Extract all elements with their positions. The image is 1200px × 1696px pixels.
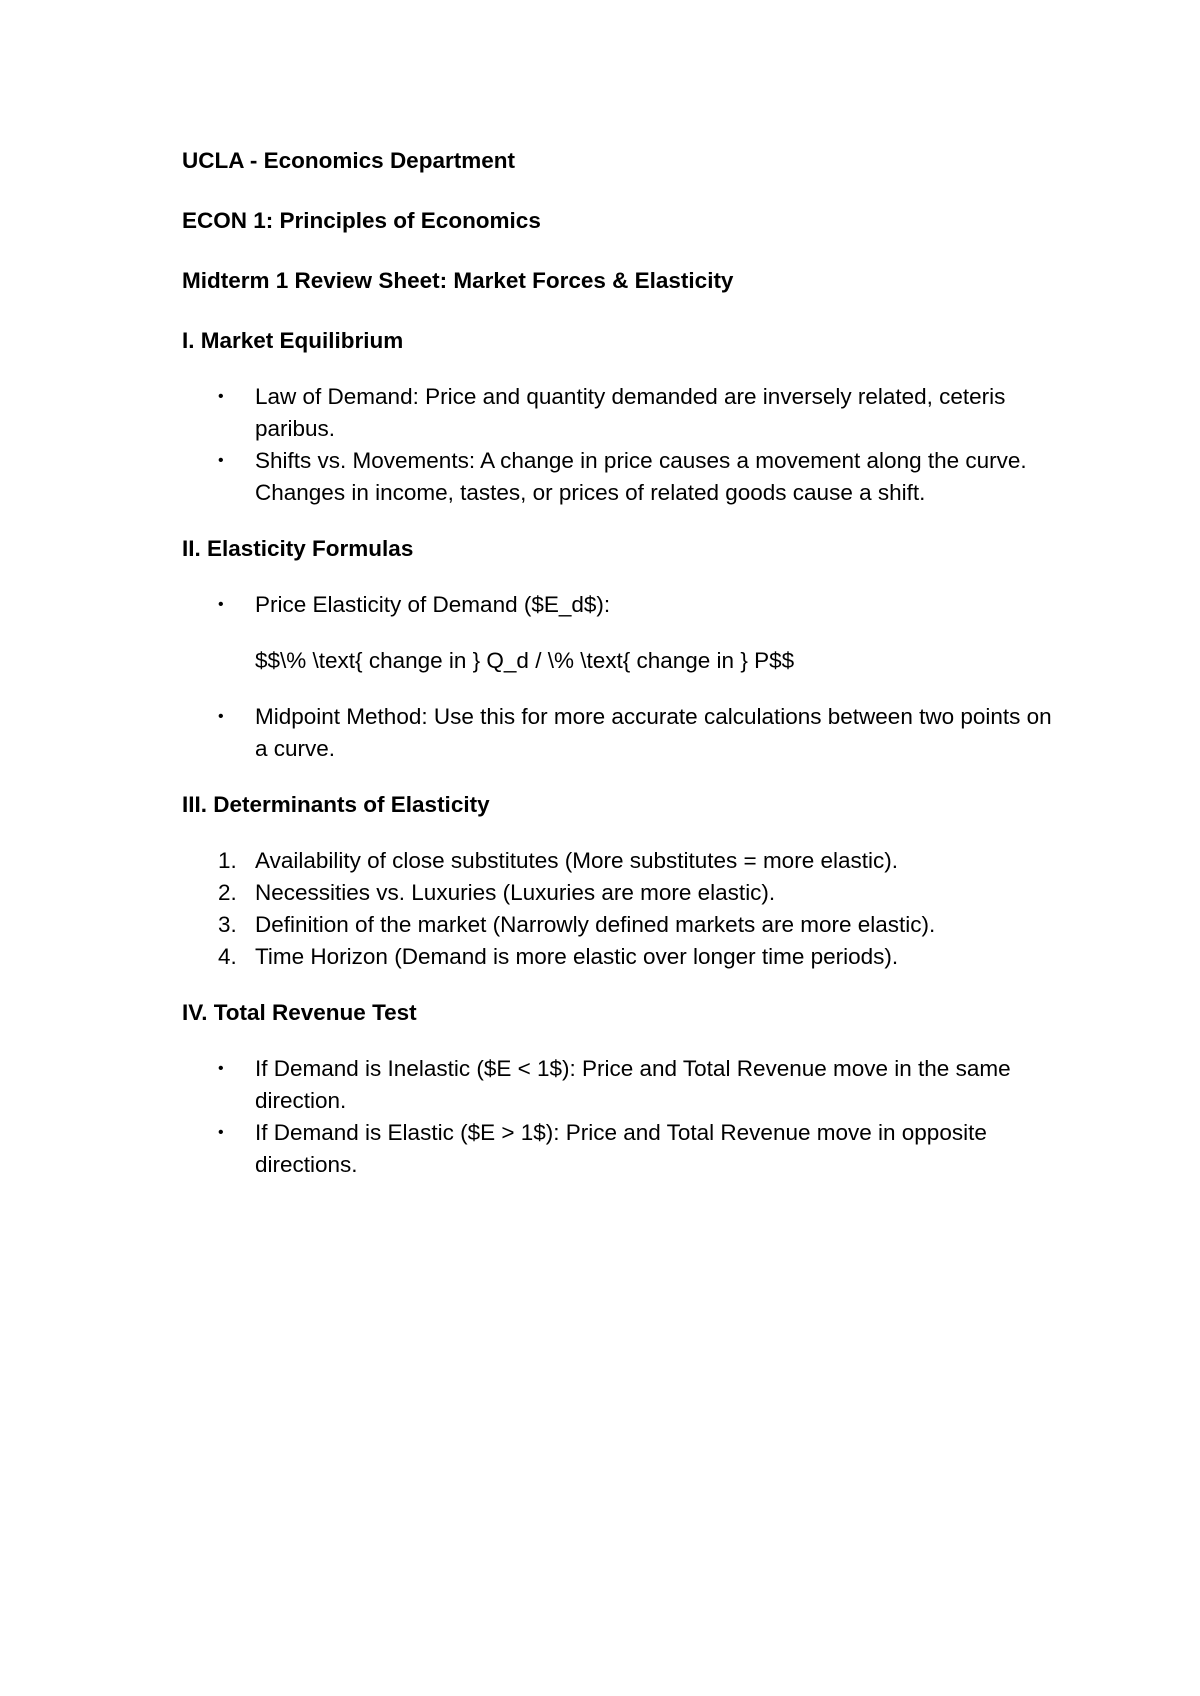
numbered-list (182, 845, 1062, 973)
list-item (182, 445, 1062, 509)
list-item (182, 589, 1062, 621)
number-marker: 2. (218, 880, 237, 905)
bullet-marker: • (218, 708, 224, 725)
list-item-text: Time Horizon (Demand is more elastic over longer time periods). (255, 944, 899, 969)
elasticity-formula: $$\% \text{ change in } Q_d / \% \text{ change in } P$$ (255, 648, 795, 673)
number-marker: 4. (218, 944, 237, 969)
bullet-marker: • (218, 596, 224, 613)
section-total-revenue-test (182, 997, 1062, 1181)
list-item (182, 845, 1062, 877)
section-title: IV. Total Revenue Test (182, 1000, 417, 1025)
section-title: III. Determinants of Elasticity (182, 792, 490, 817)
bullet-marker: • (218, 452, 224, 469)
list-item (182, 941, 1062, 973)
number-marker: 3. (218, 912, 237, 937)
section-market-equilibrium (182, 325, 1062, 509)
number-marker: 1. (218, 848, 237, 873)
section-title: I. Market Equilibrium (182, 328, 404, 353)
bullet-list (182, 589, 1062, 621)
bullet-list (182, 1053, 1062, 1181)
section-title: II. Elasticity Formulas (182, 536, 414, 561)
list-item (182, 1053, 1062, 1117)
bullet-marker: • (218, 1060, 224, 1077)
bullet-list (182, 381, 1062, 509)
list-item-text: Necessities vs. Luxuries (Luxuries are more elastic). (255, 880, 776, 905)
department-heading: UCLA - Economics Department (182, 148, 515, 173)
document-page (182, 145, 1062, 1205)
list-item (182, 701, 1062, 765)
section-determinants (182, 789, 1062, 973)
list-item-text: Availability of close substitutes (More substitutes = more elastic). (255, 848, 898, 873)
list-item-text: Midpoint Method: Use this for more accurate calculations between two points on a curve. (255, 704, 1052, 761)
list-item (182, 1117, 1062, 1181)
list-item (182, 877, 1062, 909)
list-item-text: Definition of the market (Narrowly defined markets are more elastic). (255, 912, 936, 937)
list-item (182, 381, 1062, 445)
list-item-text: Price Elasticity of Demand ($E_d$): (255, 592, 611, 617)
list-item-text: Shifts vs. Movements: A change in price causes a movement along the curve. Changes in income, tastes, or prices of related goods cause a shift. (255, 448, 1027, 505)
section-elasticity-formulas (182, 533, 1062, 765)
course-heading: ECON 1: Principles of Economics (182, 208, 541, 233)
list-item (182, 909, 1062, 941)
list-item-text: If Demand is Elastic ($E > 1$): Price and Total Revenue move in opposite directions. (255, 1120, 987, 1177)
bullet-marker: • (218, 388, 224, 405)
bullet-marker: • (218, 1124, 224, 1141)
bullet-list (182, 701, 1062, 765)
list-item-text: If Demand is Inelastic ($E < 1$): Price and Total Revenue move in the same direction. (255, 1056, 1011, 1113)
list-item-text: Law of Demand: Price and quantity demanded are inversely related, ceteris paribus. (255, 384, 1006, 441)
sheet-title: Midterm 1 Review Sheet: Market Forces & Elasticity (182, 268, 734, 293)
